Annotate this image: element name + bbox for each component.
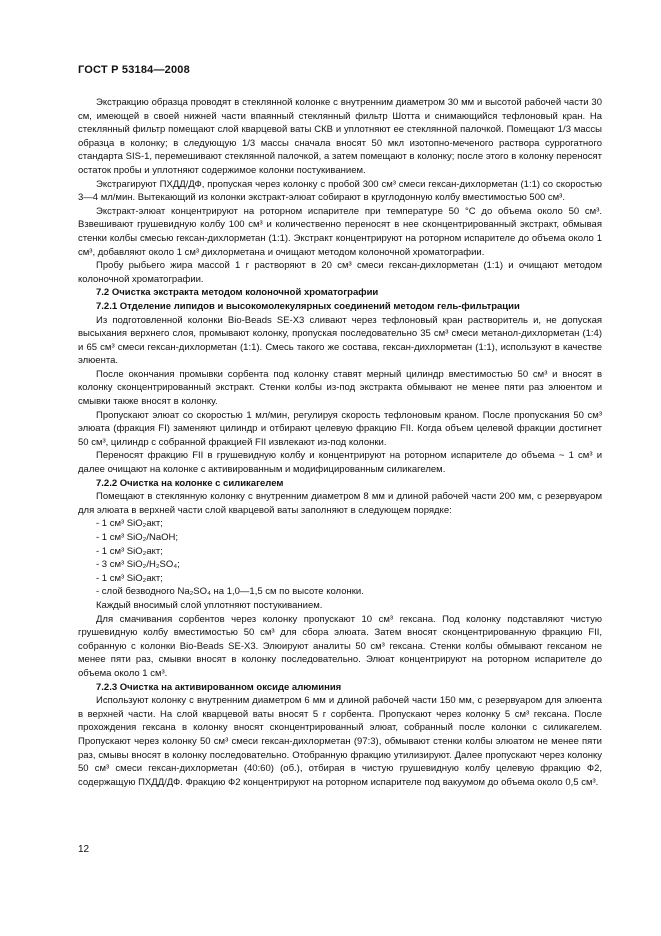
paragraph: Для смачивания сорбентов через колонку пропускают 10 см³ гексана. Под колонку подставляют чистую грушевидную колбу вместимостью 50 см³ для сбора элюата. Затем вносят сконцентрированную фракцию FII, собранную с колонки Bio-Beads SE-X3. Элюируют аналиты 50 см³ гексана. Стенки колбы обмывают гексаном не менее пяти раз, смывки вносят в колонку последовательно. Элюат концентрируют на роторном испарителе до объема около 1 см³. — [78, 613, 602, 679]
paragraph: Помещают в стеклянную колонку с внутренним диаметром 8 мм и длиной рабочей части 200 мм, с резервуаром для элюата в верхней части слой кварцевой ваты заполняют в следующем порядке: — [78, 491, 602, 516]
document-header: ГОСТ Р 53184—2008 — [78, 64, 190, 76]
paragraph: Экстракцию образца проводят в стеклянной колонке с внутренним диаметром 30 мм и высотой рабочей части 30 см, имеющей в своей нижней части впаянный стеклянный фильтр Шотта и снимающийся тефлоновый кран. На стеклянный фильтр помещают слой кварцевой ваты СКВ и уплотняют ее стеклянной палочкой. Помещают 1/3 массы образца в колонку; в следующую 1/3 массы сначала вносят 50 мкл изотопно-меченого раствора суррогатного стандарта SIS-1, перемешивают стеклянной палочкой, а затем помещают в колонку; после этого в колонку переносят остаток пробы и уплотняют содержимое колонки постукиванием. — [78, 97, 602, 176]
paragraph: Используют колонку с внутренним диаметром 6 мм и длиной рабочей части 150 мм, с резервуаром для элюента в верхней части. На слой кварцевой ваты вносят 5 г сорбента. Пропускают через колонку 5 см³ гексана. После прохождения гексана в колонку вносят сконцентрированный элюат, собранный после колонки с силикагелем. Пропускают через колонку 50 см³ смеси гексан-дихлорметан (97:3), обмывают стенки колбы элюатом не менее пяти раз, смывы вносят в колонку последовательно. Отобранную фракцию утилизируют. Далее пропускают через колонку 50 см³ смеси гексан-дихлорметан (40:60) (об.), отбирая в чистую грушевидную колбу целевую фракцию Ф2, содержащую ПХДД/ДФ. Фракцию Ф2 концентрируют на роторном испарителе под вакуумом до объема около 0,5 см³. — [78, 695, 602, 788]
page-number: 12 — [78, 844, 90, 855]
paragraph: Пропускают элюат со скоростью 1 мл/мин, регулируя скорость тефлоновым краном. После пропускания 50 см³ элюата (фракция FI) заменяют цилиндр и отбирают целевую фракцию FII. Когда объем целевой фракции достигнет 50 см³, цилиндр с собранной фракцией FII извлекают из-под колонки. — [78, 409, 602, 448]
document-body — [78, 96, 602, 789]
paragraph: Экстрагируют ПХДД/ДФ, пропуская через колонку с пробой 300 см³ смеси гексан-дихлорметан (1:1) со скоростью 3—4 мл/мин. Вытекающий из колонки экстракт-элюат собирают в круглодонную колбу вместимостью 500 см³. — [78, 178, 602, 204]
list-item: - 1 см³ SiO₂/NaOH; — [96, 532, 179, 543]
list-item: - слой безводного Na₂SO₄ на 1,0—1,5 см по высоте колонки. — [96, 586, 364, 598]
paragraph: Переносят фракцию FII в грушевидную колбу и концентрируют на роторном испарителе до объема ~ 1 см³ и далее очищают на колонке с активированным и модифицированным силикагелем. — [78, 450, 602, 476]
list-item: - 3 см³ SiO₂/H₂SO₄; — [96, 559, 180, 571]
list-item: - 1 см³ SiO₂акт; — [96, 572, 163, 584]
section-heading: 7.2 Очистка экстракта методом колоночной хроматографии — [96, 287, 379, 299]
list-item: - 1 см³ SiO₂акт; — [96, 545, 163, 557]
paragraph: После окончания промывки сорбента под колонку ставят мерный цилиндр вместимостью 50 см³ и вносят в колонку сконцентрированный экстракт. Стенки колбы из-под экстракта обмывают не менее пяти раз элюентом и смывки также вносят в колонку. — [78, 368, 602, 408]
subsection-heading: 7.2.3 Очистка на активированном оксиде алюминия — [96, 681, 342, 693]
list-item: - 1 см³ SiO₂акт; — [96, 518, 163, 530]
subsection-heading: 7.2.2 Очистка на колонке с силикагелем — [96, 477, 284, 489]
paragraph: Экстракт-элюат концентрируют на роторном испарителе при температуре 50 °С до объема около 50 см³. Взвешивают грушевидную колбу 100 см³ и количественно переносят в нее сконцентрированный экстракт, обмывая стенки колбы смесью гексан-дихлорметан (1:1). Экстракт концентрируют на роторном испарителе до объема около 1 см³, добавляют около 1 см³ дихлорметана и очищают методом колоночной хроматографии. — [78, 205, 602, 258]
paragraph: Из подготовленной колонки Bio-Beads SE-X3 сливают через тефлоновый кран растворитель и, не допуская высыхания верхнего слоя, промывают колонку, пропуская последовательно 35 см³ смеси метанол-дихлорметан (1:4) и 65 см³ смеси гексан-дихлорметан (1:1). Смесь такого же состава, гексан-дихлорметан (1:1), используют в качестве элюента. — [78, 314, 602, 367]
subsection-heading: 7.2.1 Отделение липидов и высокомолекулярных соединений методом гель-фильтрации — [96, 300, 520, 312]
paragraph: Каждый вносимый слой уплотняют постукиванием. — [96, 599, 323, 611]
paragraph: Пробу рыбьего жира массой 1 г растворяют в 20 см³ смеси гексан-дихлорметан (1:1) и очищают методом колоночной хроматографии. — [78, 260, 602, 285]
